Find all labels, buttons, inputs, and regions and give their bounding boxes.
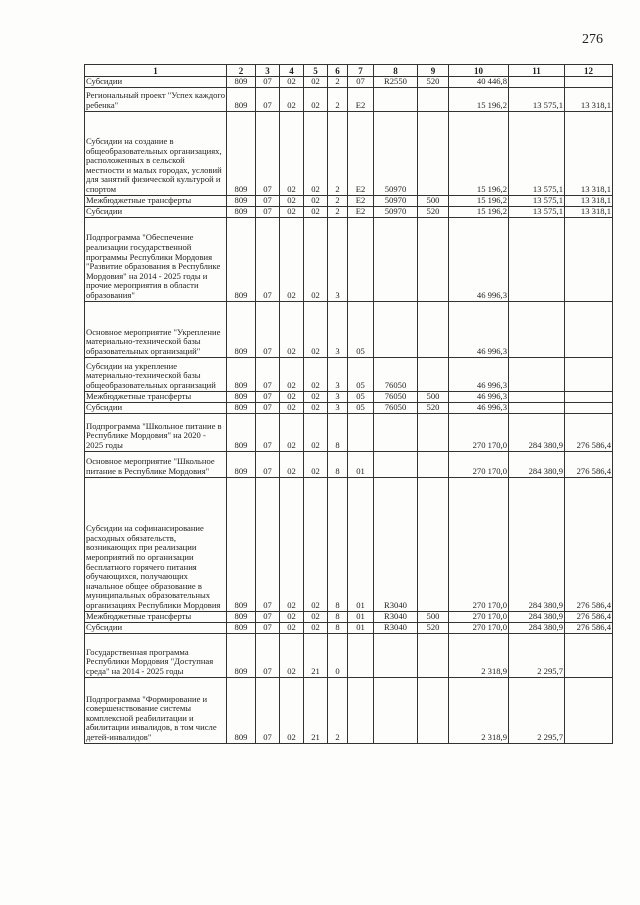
table-row <box>85 217 613 301</box>
cell-value-11: 284 380,9 <box>509 622 565 633</box>
table-row <box>85 87 613 111</box>
cell-c6: 8 <box>328 451 348 477</box>
cell-c2: 809 <box>227 413 256 451</box>
row-name: Подпрограмма "Обеспечение реализации государственной программы Республики Мордовия "Развитие образования в Республике Мордовия" на 2014 - 2025 годы и прочие мероприятия в области образования" <box>85 217 227 301</box>
row-name: Региональный проект "Успех каждого ребенка" <box>85 87 227 111</box>
cell-c2: 809 <box>227 206 256 217</box>
cell-c9: 500 <box>418 391 449 402</box>
cell-c3: 07 <box>256 87 280 111</box>
cell-c4: 02 <box>280 357 304 391</box>
cell-value-10: 270 170,0 <box>449 477 509 611</box>
cell-c8: 76050 <box>374 391 418 402</box>
cell-c9 <box>418 451 449 477</box>
cell-c3: 07 <box>256 357 280 391</box>
row-name: Межбюджетные трансферты <box>85 391 227 402</box>
cell-c2: 809 <box>227 622 256 633</box>
cell-c4: 02 <box>280 451 304 477</box>
cell-value-12: 276 586,4 <box>565 622 613 633</box>
table-row <box>85 301 613 357</box>
cell-c5: 02 <box>304 477 328 611</box>
cell-c4: 02 <box>280 77 304 88</box>
cell-c8 <box>374 301 418 357</box>
cell-c7: E2 <box>348 195 374 206</box>
cell-c2: 809 <box>227 77 256 88</box>
cell-c2: 809 <box>227 402 256 413</box>
cell-c3: 07 <box>256 195 280 206</box>
cell-value-10: 15 196,2 <box>449 206 509 217</box>
table-row <box>85 622 613 633</box>
cell-c4: 02 <box>280 206 304 217</box>
cell-c7: 01 <box>348 451 374 477</box>
cell-c3: 07 <box>256 611 280 622</box>
cell-value-10: 46 996,3 <box>449 217 509 301</box>
cell-c5: 02 <box>304 357 328 391</box>
table-row <box>85 195 613 206</box>
cell-c9 <box>418 217 449 301</box>
cell-value-11 <box>509 301 565 357</box>
cell-c6: 2 <box>328 195 348 206</box>
cell-value-10: 2 318,9 <box>449 677 509 743</box>
cell-c9: 520 <box>418 77 449 88</box>
cell-value-12: 13 318,1 <box>565 111 613 195</box>
col-header: 6 <box>328 65 348 77</box>
row-name: Субсидии на создание в общеобразовательных организациях, расположенных в сельской местности и малых городах, условий для занятий физической культурой и спортом <box>85 111 227 195</box>
cell-c3: 07 <box>256 206 280 217</box>
cell-value-12: 276 586,4 <box>565 477 613 611</box>
cell-c5: 02 <box>304 77 328 88</box>
cell-c2: 809 <box>227 451 256 477</box>
cell-c3: 07 <box>256 677 280 743</box>
cell-c5: 02 <box>304 413 328 451</box>
cell-value-10: 270 170,0 <box>449 611 509 622</box>
cell-value-11 <box>509 217 565 301</box>
cell-value-10: 270 170,0 <box>449 413 509 451</box>
cell-c3: 07 <box>256 402 280 413</box>
cell-c6: 8 <box>328 622 348 633</box>
cell-c6: 3 <box>328 391 348 402</box>
cell-c8 <box>374 217 418 301</box>
cell-value-11: 13 575,1 <box>509 111 565 195</box>
cell-c5: 02 <box>304 402 328 413</box>
cell-value-11: 2 295,7 <box>509 633 565 677</box>
cell-c4: 02 <box>280 195 304 206</box>
cell-c2: 809 <box>227 677 256 743</box>
table-row <box>85 357 613 391</box>
cell-value-11: 284 380,9 <box>509 477 565 611</box>
cell-c4: 02 <box>280 402 304 413</box>
cell-c6: 2 <box>328 111 348 195</box>
cell-value-11 <box>509 402 565 413</box>
cell-c9: 520 <box>418 622 449 633</box>
cell-c7: 01 <box>348 611 374 622</box>
cell-c2: 809 <box>227 301 256 357</box>
cell-c7: 05 <box>348 301 374 357</box>
cell-c8: 50970 <box>374 195 418 206</box>
cell-c6: 8 <box>328 477 348 611</box>
cell-c8: R3040 <box>374 622 418 633</box>
cell-c4: 02 <box>280 111 304 195</box>
cell-c7 <box>348 413 374 451</box>
col-header: 9 <box>418 65 449 77</box>
table-row <box>85 677 613 743</box>
cell-value-11 <box>509 357 565 391</box>
cell-c6: 3 <box>328 301 348 357</box>
cell-c3: 07 <box>256 391 280 402</box>
cell-c9: 500 <box>418 611 449 622</box>
cell-c9: 520 <box>418 402 449 413</box>
cell-c3: 07 <box>256 413 280 451</box>
cell-value-11 <box>509 77 565 88</box>
cell-c6: 0 <box>328 633 348 677</box>
cell-c5: 02 <box>304 391 328 402</box>
table-row <box>85 77 613 88</box>
table-row <box>85 477 613 611</box>
cell-value-11: 2 295,7 <box>509 677 565 743</box>
cell-value-12 <box>565 357 613 391</box>
cell-c4: 02 <box>280 87 304 111</box>
row-name: Субсидии на софинансирование расходных обязательств, возникающих при реализации мероприятий по организации бесплатного горячего питания обучающихся, получающих начальное общее образование в муниципальных образовательных организациях Республики Мордовия <box>85 477 227 611</box>
cell-c3: 07 <box>256 301 280 357</box>
col-header: 8 <box>374 65 418 77</box>
cell-c4: 02 <box>280 611 304 622</box>
cell-c5: 02 <box>304 217 328 301</box>
row-name: Субсидии <box>85 402 227 413</box>
col-header: 3 <box>256 65 280 77</box>
col-header: 2 <box>227 65 256 77</box>
cell-value-12 <box>565 301 613 357</box>
budget-table <box>84 64 613 744</box>
cell-c7: E2 <box>348 206 374 217</box>
col-header: 4 <box>280 65 304 77</box>
cell-value-11: 13 575,1 <box>509 87 565 111</box>
cell-c5: 02 <box>304 451 328 477</box>
cell-c9 <box>418 413 449 451</box>
cell-c8 <box>374 413 418 451</box>
cell-c9 <box>418 301 449 357</box>
cell-value-10: 40 446,8 <box>449 77 509 88</box>
cell-value-11: 13 575,1 <box>509 195 565 206</box>
col-header: 12 <box>565 65 613 77</box>
table-row <box>85 633 613 677</box>
cell-c3: 07 <box>256 477 280 611</box>
cell-value-10: 15 196,2 <box>449 195 509 206</box>
cell-c2: 809 <box>227 195 256 206</box>
cell-c8: 50970 <box>374 111 418 195</box>
cell-value-11: 284 380,9 <box>509 611 565 622</box>
cell-c3: 07 <box>256 77 280 88</box>
cell-c8: 76050 <box>374 357 418 391</box>
row-name: Государственная программа Республики Мордовия "Доступная среда" на 2014 - 2025 годы <box>85 633 227 677</box>
cell-c7 <box>348 217 374 301</box>
cell-c7 <box>348 677 374 743</box>
table-row <box>85 391 613 402</box>
cell-c8 <box>374 633 418 677</box>
cell-value-10: 46 996,3 <box>449 357 509 391</box>
cell-value-11: 284 380,9 <box>509 451 565 477</box>
cell-c5: 02 <box>304 206 328 217</box>
cell-c5: 02 <box>304 87 328 111</box>
table-row <box>85 111 613 195</box>
table-body <box>85 77 613 744</box>
row-name: Основное мероприятие "Школьное питание в Республике Мордовия" <box>85 451 227 477</box>
cell-value-10: 46 996,3 <box>449 391 509 402</box>
cell-c6: 2 <box>328 77 348 88</box>
cell-c2: 809 <box>227 611 256 622</box>
cell-c8: R2550 <box>374 77 418 88</box>
cell-value-11: 284 380,9 <box>509 413 565 451</box>
row-name: Подпрограмма "Школьное питание в Республике Мордовия" на 2020 - 2025 годы <box>85 413 227 451</box>
cell-c5: 02 <box>304 111 328 195</box>
cell-c3: 07 <box>256 622 280 633</box>
cell-c8: 50970 <box>374 206 418 217</box>
cell-c8: R3040 <box>374 611 418 622</box>
cell-value-10: 15 196,2 <box>449 87 509 111</box>
cell-c9 <box>418 87 449 111</box>
cell-value-10: 2 318,9 <box>449 633 509 677</box>
cell-c7: 07 <box>348 77 374 88</box>
cell-c2: 809 <box>227 633 256 677</box>
cell-value-10: 270 170,0 <box>449 622 509 633</box>
cell-value-10: 46 996,3 <box>449 402 509 413</box>
cell-c2: 809 <box>227 87 256 111</box>
cell-value-12 <box>565 77 613 88</box>
cell-c8 <box>374 677 418 743</box>
row-name: Субсидии <box>85 77 227 88</box>
cell-c7: 01 <box>348 477 374 611</box>
cell-value-11 <box>509 391 565 402</box>
page-number: 276 <box>582 32 603 47</box>
cell-c7: 05 <box>348 402 374 413</box>
col-header: 7 <box>348 65 374 77</box>
cell-c4: 02 <box>280 301 304 357</box>
cell-c4: 02 <box>280 217 304 301</box>
cell-value-11: 13 575,1 <box>509 206 565 217</box>
row-name: Основное мероприятие "Укрепление материально-технической базы образовательных организаций" <box>85 301 227 357</box>
cell-c6: 3 <box>328 217 348 301</box>
cell-c7 <box>348 633 374 677</box>
cell-c9 <box>418 111 449 195</box>
cell-c4: 02 <box>280 633 304 677</box>
cell-c3: 07 <box>256 633 280 677</box>
cell-c9 <box>418 357 449 391</box>
cell-c2: 809 <box>227 477 256 611</box>
cell-value-10: 46 996,3 <box>449 301 509 357</box>
table-row <box>85 402 613 413</box>
cell-c3: 07 <box>256 111 280 195</box>
col-header: 10 <box>449 65 509 77</box>
cell-c2: 809 <box>227 357 256 391</box>
col-header: 11 <box>509 65 565 77</box>
cell-c5: 02 <box>304 195 328 206</box>
cell-c5: 02 <box>304 301 328 357</box>
cell-value-10: 15 196,2 <box>449 111 509 195</box>
cell-value-12 <box>565 677 613 743</box>
cell-c7: 01 <box>348 622 374 633</box>
cell-c6: 3 <box>328 402 348 413</box>
cell-value-12 <box>565 217 613 301</box>
cell-c2: 809 <box>227 217 256 301</box>
cell-value-12 <box>565 391 613 402</box>
header-row <box>85 65 613 77</box>
cell-c9 <box>418 633 449 677</box>
table-row <box>85 206 613 217</box>
table-row <box>85 413 613 451</box>
cell-c5: 02 <box>304 611 328 622</box>
cell-c7: 05 <box>348 391 374 402</box>
cell-c6: 2 <box>328 87 348 111</box>
row-name: Межбюджетные трансферты <box>85 195 227 206</box>
cell-c5: 21 <box>304 677 328 743</box>
cell-value-12: 276 586,4 <box>565 413 613 451</box>
cell-c5: 21 <box>304 633 328 677</box>
col-header: 1 <box>85 65 227 77</box>
cell-c8 <box>374 451 418 477</box>
cell-c7: E2 <box>348 87 374 111</box>
cell-c4: 02 <box>280 677 304 743</box>
cell-value-12: 276 586,4 <box>565 451 613 477</box>
row-name: Межбюджетные трансферты <box>85 611 227 622</box>
cell-c2: 809 <box>227 111 256 195</box>
cell-c6: 2 <box>328 677 348 743</box>
cell-c7: E2 <box>348 111 374 195</box>
cell-c6: 2 <box>328 206 348 217</box>
cell-c4: 02 <box>280 477 304 611</box>
cell-c9 <box>418 477 449 611</box>
col-header: 5 <box>304 65 328 77</box>
table-row <box>85 451 613 477</box>
cell-value-12: 13 318,1 <box>565 195 613 206</box>
cell-value-12: 13 318,1 <box>565 87 613 111</box>
row-name: Подпрограмма "Формирование и совершенствование системы комплексной реабилитации и абилитации инвалидов, в том числе детей-инвалидов" <box>85 677 227 743</box>
cell-c3: 07 <box>256 451 280 477</box>
cell-c9: 520 <box>418 206 449 217</box>
cell-value-12 <box>565 633 613 677</box>
cell-c4: 02 <box>280 622 304 633</box>
row-name: Субсидии <box>85 206 227 217</box>
cell-c2: 809 <box>227 391 256 402</box>
cell-c6: 3 <box>328 357 348 391</box>
cell-c7: 05 <box>348 357 374 391</box>
row-name: Субсидии на укрепление материально-технической базы общеобразовательных организаций <box>85 357 227 391</box>
cell-c8: R3040 <box>374 477 418 611</box>
cell-c8: 76050 <box>374 402 418 413</box>
cell-c9: 500 <box>418 195 449 206</box>
cell-c5: 02 <box>304 622 328 633</box>
cell-value-12: 276 586,4 <box>565 611 613 622</box>
cell-c8 <box>374 87 418 111</box>
cell-value-12: 13 318,1 <box>565 206 613 217</box>
cell-c6: 8 <box>328 413 348 451</box>
cell-c9 <box>418 677 449 743</box>
cell-c3: 07 <box>256 217 280 301</box>
table-row <box>85 611 613 622</box>
row-name: Субсидии <box>85 622 227 633</box>
cell-value-12 <box>565 402 613 413</box>
cell-c4: 02 <box>280 391 304 402</box>
cell-c4: 02 <box>280 413 304 451</box>
cell-value-10: 270 170,0 <box>449 451 509 477</box>
cell-c6: 8 <box>328 611 348 622</box>
